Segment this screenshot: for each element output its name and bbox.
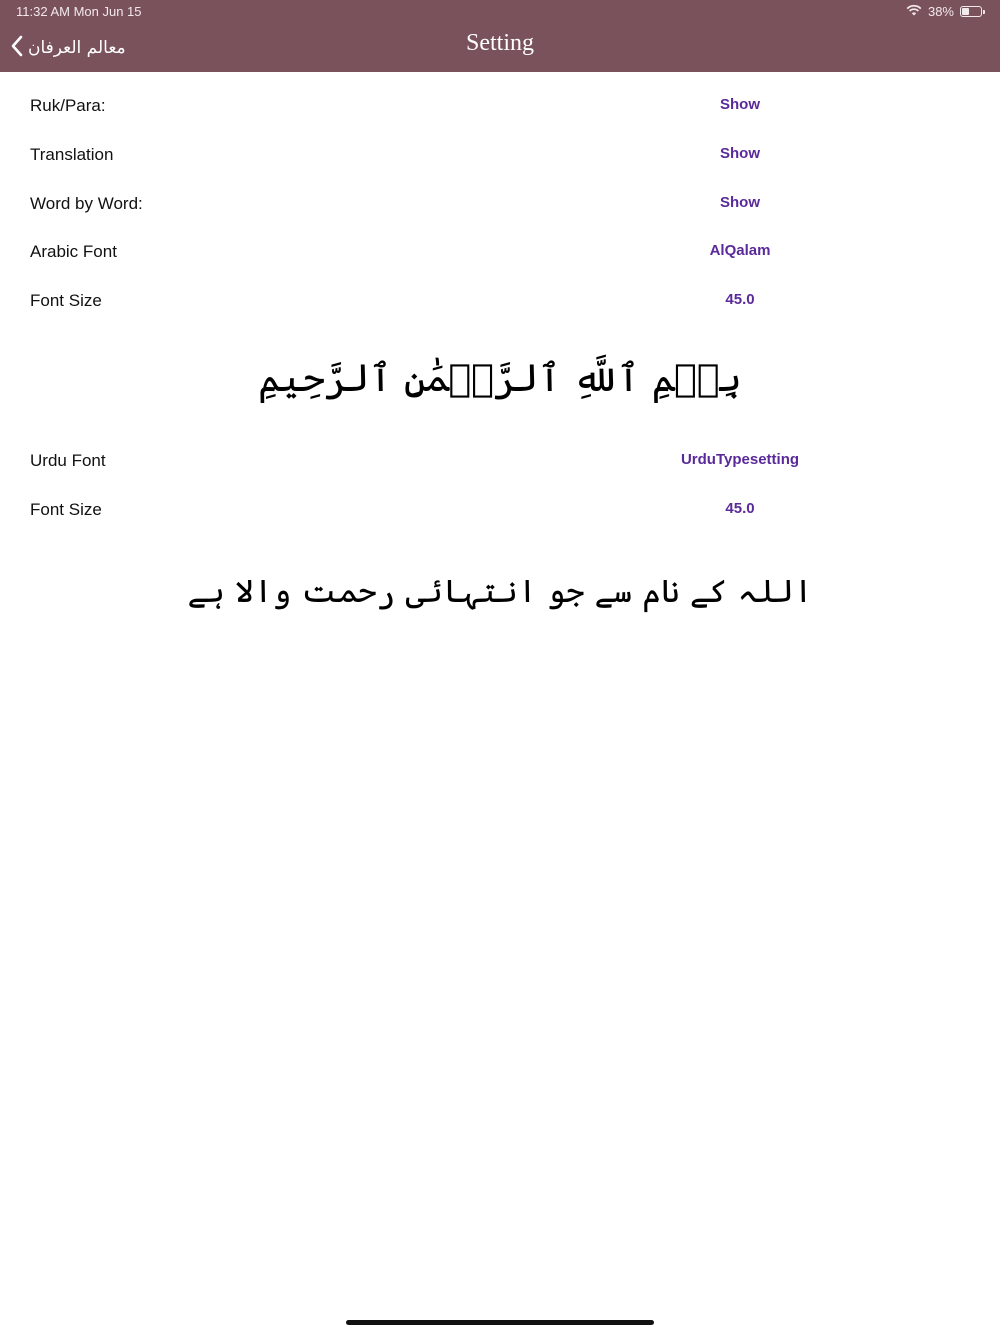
battery-icon <box>960 6 982 17</box>
ruk-para-toggle[interactable]: Show <box>720 96 760 113</box>
setting-label: Urdu Font <box>30 451 106 470</box>
urdu-font-size-selector[interactable]: 45.0 <box>725 500 755 517</box>
wifi-icon <box>906 4 922 19</box>
setting-row-arabic-font-size <box>0 283 1000 323</box>
battery-fill <box>962 8 969 15</box>
setting-label: Ruk/Para: <box>30 96 106 115</box>
arabic-preview-text: بِسۡمِ ٱللَّهِ ٱلرَّحۡمَٰنِ ٱلرَّحِيمِ <box>258 356 742 400</box>
urdu-preview-text: اللہ کے نام سے جو انتہائی رحمت والا ہے <box>187 572 813 610</box>
setting-row-word-by-word <box>0 186 1000 226</box>
urdu-font-selector[interactable]: UrduTypesetting <box>680 451 800 468</box>
status-indicators <box>906 4 982 19</box>
setting-row-translation <box>0 137 1000 177</box>
navigation-bar <box>0 0 1000 72</box>
home-indicator <box>346 1320 654 1325</box>
status-time: 11:32 AM Mon Jun 15 <box>16 4 142 19</box>
setting-label: Arabic Font <box>30 242 117 261</box>
setting-row-arabic-font <box>0 234 1000 274</box>
word-by-word-toggle[interactable]: Show <box>720 194 760 211</box>
translation-toggle[interactable]: Show <box>720 145 760 162</box>
setting-label: Font Size <box>30 291 102 310</box>
setting-row-ruk-para <box>0 88 1000 128</box>
setting-label: Word by Word: <box>30 194 143 213</box>
page-title: Setting <box>465 30 534 56</box>
setting-row-urdu-font <box>0 443 1000 483</box>
arabic-font-selector[interactable]: AlQalam <box>709 242 771 259</box>
battery-percent: 38% <box>927 4 954 19</box>
arabic-font-size-selector[interactable]: 45.0 <box>725 291 755 308</box>
setting-label: Font Size <box>30 500 102 519</box>
setting-row-urdu-font-size <box>0 492 1000 532</box>
back-label: معالم العرفان <box>28 38 126 58</box>
setting-label: Translation <box>30 145 114 164</box>
